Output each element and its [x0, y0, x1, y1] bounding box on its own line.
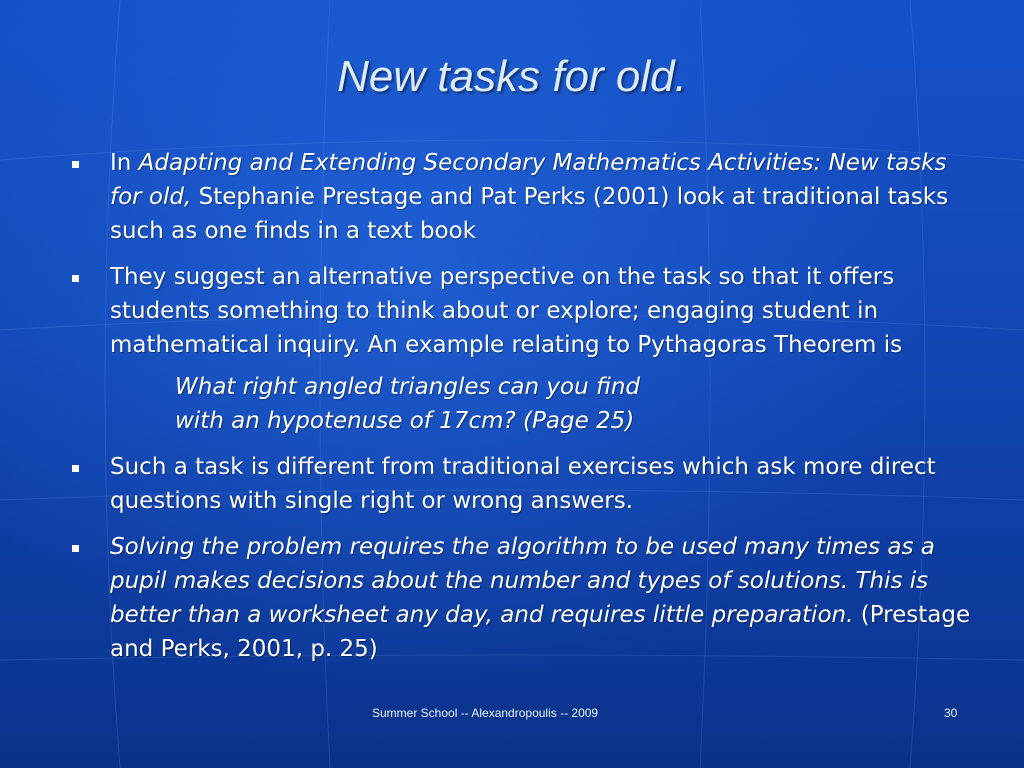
bullet-item	[70, 530, 980, 666]
bullet-item	[70, 450, 980, 518]
bullet-item	[70, 260, 980, 362]
quote-line: What right angled triangles can you find	[175, 374, 641, 400]
square-bullet-icon	[72, 275, 79, 282]
book-title: Adapting and Extending Secondary Mathematics Activities: New tasks for old,	[110, 150, 947, 210]
square-bullet-icon	[72, 545, 79, 552]
square-bullet-icon	[72, 465, 79, 472]
quote-line: with an hypotenuse of 17cm? (Page 25)	[175, 408, 635, 434]
bullet-text	[110, 534, 970, 662]
page-number: 30	[944, 706, 958, 720]
slide-title: New tasks for old.	[337, 52, 687, 101]
bullet-text-part: Stephanie Prestage and Pat Perks (2001) look at traditional tasks such as one finds in a text book	[110, 184, 949, 244]
bullet-text: They suggest an alternative perspective on the task so that it offers students something to think about or explore; engaging student in mathematical inquiry. An example relating to Pythagoras Theorem is	[110, 264, 903, 358]
square-bullet-icon	[72, 161, 79, 168]
bullet-item	[70, 146, 980, 248]
slide-body	[70, 146, 980, 678]
quoted-passage: Solving the problem requires the algorithm to be used many times as a pupil makes decisions about the number and types of solutions. This is better than a worksheet any day, and requires little preparation.	[110, 534, 935, 628]
slide-footer: Summer School -- Alexandropoulis -- 2009	[372, 706, 599, 720]
citation: (Prestage and Perks, 2001, p. 25)	[110, 602, 971, 662]
bullet-text	[110, 150, 948, 244]
bullet-text: Such a task is different from traditional exercises which ask more direct questions with single right or wrong answers.	[110, 454, 936, 514]
example-quote	[70, 370, 980, 438]
bullet-text-part: In	[110, 150, 139, 176]
